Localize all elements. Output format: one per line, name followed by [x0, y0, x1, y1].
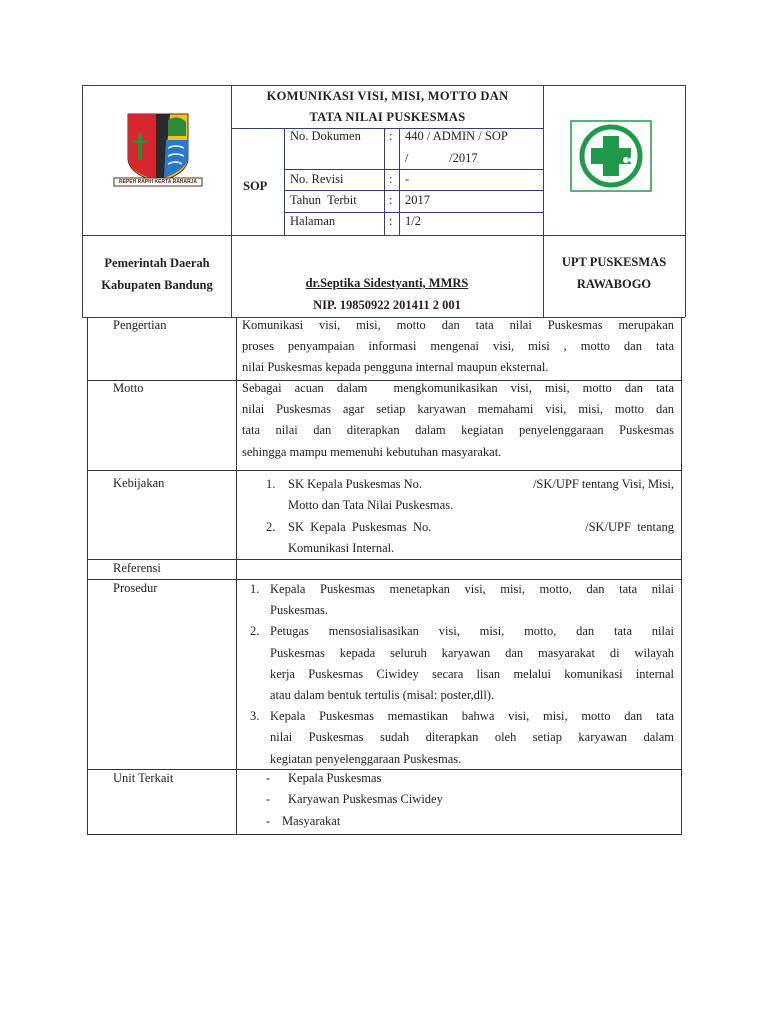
kebijakan-item-2	[242, 517, 674, 560]
meta-col-sep	[384, 128, 385, 235]
meta-col-value	[399, 128, 400, 235]
prosedur-label: Prosedur	[113, 581, 158, 595]
prosedur-item-2-line-1: Petugas mensosialisasikan visi, misi, motto, dan tata nilai	[270, 624, 674, 639]
kebijakan-item-1-line-2: Motto dan Tata Nilai Puskesmas.	[288, 498, 454, 512]
header-border-right	[685, 85, 686, 317]
header-border-mid	[82, 235, 685, 236]
unit-terkait-item-2-dash: -	[266, 792, 271, 807]
meta-value-tahun-terbit: 2017	[405, 193, 430, 207]
prosedur-item-1-num: 1.	[250, 582, 260, 596]
referensi-label: Referensi	[113, 561, 161, 575]
puskesmas-green-cross-icon	[570, 120, 652, 192]
meta-sep-halaman: :	[389, 214, 393, 228]
motto-text	[242, 378, 674, 463]
unit-terkait-item-3-text: Masyarakat	[282, 813, 341, 828]
unit-terkait-label: Unit Terkait	[113, 771, 174, 785]
kebijakan-item-1-num: 1.	[266, 477, 276, 491]
unit-terkait-list	[236, 768, 676, 832]
right-org	[543, 251, 685, 295]
left-org-line-1: Pemerintah Daerah	[104, 256, 210, 270]
meta-sep-tahun-terbit: :	[389, 193, 393, 207]
motto-line-1: Sebagai acuan dalam mengkomunikasikan visi, misi, motto dan tata	[242, 381, 674, 395]
unit-terkait-item-2-text: Karyawan Puskesmas Ciwidey	[288, 792, 443, 807]
meta-label-no-dokumen: No. Dokumen	[290, 129, 361, 143]
prosedur-item-2-num: 2.	[250, 624, 260, 639]
meta-col-sop	[284, 128, 285, 235]
right-org-line-1: UPT PUSKESMAS	[561, 255, 667, 269]
kebijakan-label: Kebijakan	[113, 476, 165, 490]
kebijakan-list	[242, 474, 674, 560]
kebijakan-item-2-line-2: Komunikasi Internal.	[288, 541, 395, 555]
meta-value-no-dokumen-line2: / /2017	[405, 151, 478, 165]
body-border-left	[87, 317, 88, 835]
prosedur-list	[242, 579, 674, 770]
motto-line-4: sehingga mampu memenuhi kebutuhan masyarakat.	[242, 444, 502, 459]
kebijakan-item-1	[242, 474, 674, 517]
pengertian-line-3: nilai Puskesmas kepada pengguna internal maupun eksternal.	[242, 360, 549, 375]
right-org-line-2: RAWABOGO	[576, 277, 652, 291]
prosedur-item-2-line-3: kerja Puskesmas Ciwidey secara lisan melalui komunikasi internal	[270, 666, 674, 681]
left-org-line-2: Kabupaten Bandung	[101, 278, 213, 292]
meta-value-halaman: 1/2	[405, 214, 421, 228]
unit-terkait-item-1	[236, 768, 676, 789]
document-title	[232, 86, 543, 128]
meta-sep-no-revisi: :	[389, 172, 393, 186]
unit-terkait-item-3-dash: -	[266, 813, 271, 828]
pengertian-line-2: proses penyampaian informasi mengenai visi, misi , motto dan tata	[242, 339, 674, 354]
signer-nip: NIP. 19850922 201411 2 001	[313, 298, 461, 312]
left-org	[82, 252, 232, 296]
kebijakan-item-1-line-1a: SK Kepala Puskesmas No.	[288, 477, 423, 491]
unit-terkait-item-3	[236, 811, 676, 832]
prosedur-item-3-line-3: kegiatan penyelenggaraan Puskesmas.	[270, 751, 462, 766]
meta-label-tahun-terbit: Tahun Terbit	[290, 193, 357, 207]
meta-label-halaman: Halaman	[290, 214, 336, 228]
kebijakan-item-1-line-1b: /SK/UPF tentang Visi, Misi,	[532, 477, 674, 491]
kebijakan-item-2-line-1a: SK Kepala Puskesmas No.	[288, 520, 432, 534]
prosedur-item-3-line-2: nilai Puskesmas sudah diterapkan oleh setiap karyawan dalam	[270, 730, 674, 745]
body-row-line-2	[87, 470, 681, 471]
prosedur-item-2	[242, 621, 674, 706]
sop-label: SOP	[243, 179, 268, 193]
unit-terkait-item-1-dash: -	[266, 771, 271, 785]
title-line-1: KOMUNIKASI VISI, MISI, MOTTO DAN	[266, 89, 509, 103]
meta-value-no-dokumen: 440 / ADMIN / SOP	[405, 129, 508, 143]
kebijakan-item-2-line-1b: /SK/UPF tentang	[585, 520, 674, 534]
pengertian-label: Pengertian	[113, 318, 167, 332]
prosedur-item-1-line-2: Puskesmas.	[270, 603, 328, 618]
kebijakan-item-2-num: 2.	[266, 520, 276, 534]
meta-sep-no-dokumen: :	[389, 129, 393, 143]
body-border-bottom	[87, 834, 681, 835]
motto-line-2: nilai Puskesmas agar setiap karyawan memahami visi, misi, motto dan	[242, 402, 674, 417]
meta-value-no-revisi: -	[405, 172, 410, 186]
signer-block	[231, 272, 543, 316]
unit-terkait-item-1-text: Kepala Puskesmas	[288, 771, 382, 785]
prosedur-item-3-num: 3.	[250, 709, 260, 724]
pengertian-text	[242, 315, 674, 379]
signer-name: dr.Septika Sidestyanti, MMRS	[305, 276, 469, 290]
body-col-divider	[236, 317, 237, 835]
pengertian-line-1: Komunikasi visi, misi, motto dan tata nilai Puskesmas merupakan	[242, 318, 674, 332]
motto-line-3: tata nilai dan diterapkan dalam kegiatan penyelenggaraan Puskesmas	[242, 423, 674, 438]
prosedur-item-3-line-1: Kepala Puskesmas memastikan bahwa visi, misi, motto dan tata	[270, 709, 674, 724]
motto-label: Motto	[113, 381, 144, 395]
body-border-right	[681, 317, 682, 835]
prosedur-item-2-line-2: Puskesmas kepada seluruh karyawan dan masyarakat di wilayah	[270, 645, 674, 660]
unit-terkait-item-2	[236, 789, 676, 810]
title-line-2: TATA NILAI PUSKESMAS	[309, 110, 466, 124]
prosedur-item-3	[242, 706, 674, 770]
prosedur-item-1	[242, 579, 674, 621]
prosedur-item-1-line-1: Kepala Puskesmas menetapkan visi, misi, motto, dan tata nilai	[270, 582, 674, 596]
prosedur-item-2-line-4: atau dalam bentuk tertulis (misal: poster,dll).	[270, 688, 495, 703]
emblem-motto-text: REPEH RAPIH KERTA RAHARJA	[118, 179, 198, 185]
meta-label-no-revisi: No. Revisi	[290, 172, 344, 186]
